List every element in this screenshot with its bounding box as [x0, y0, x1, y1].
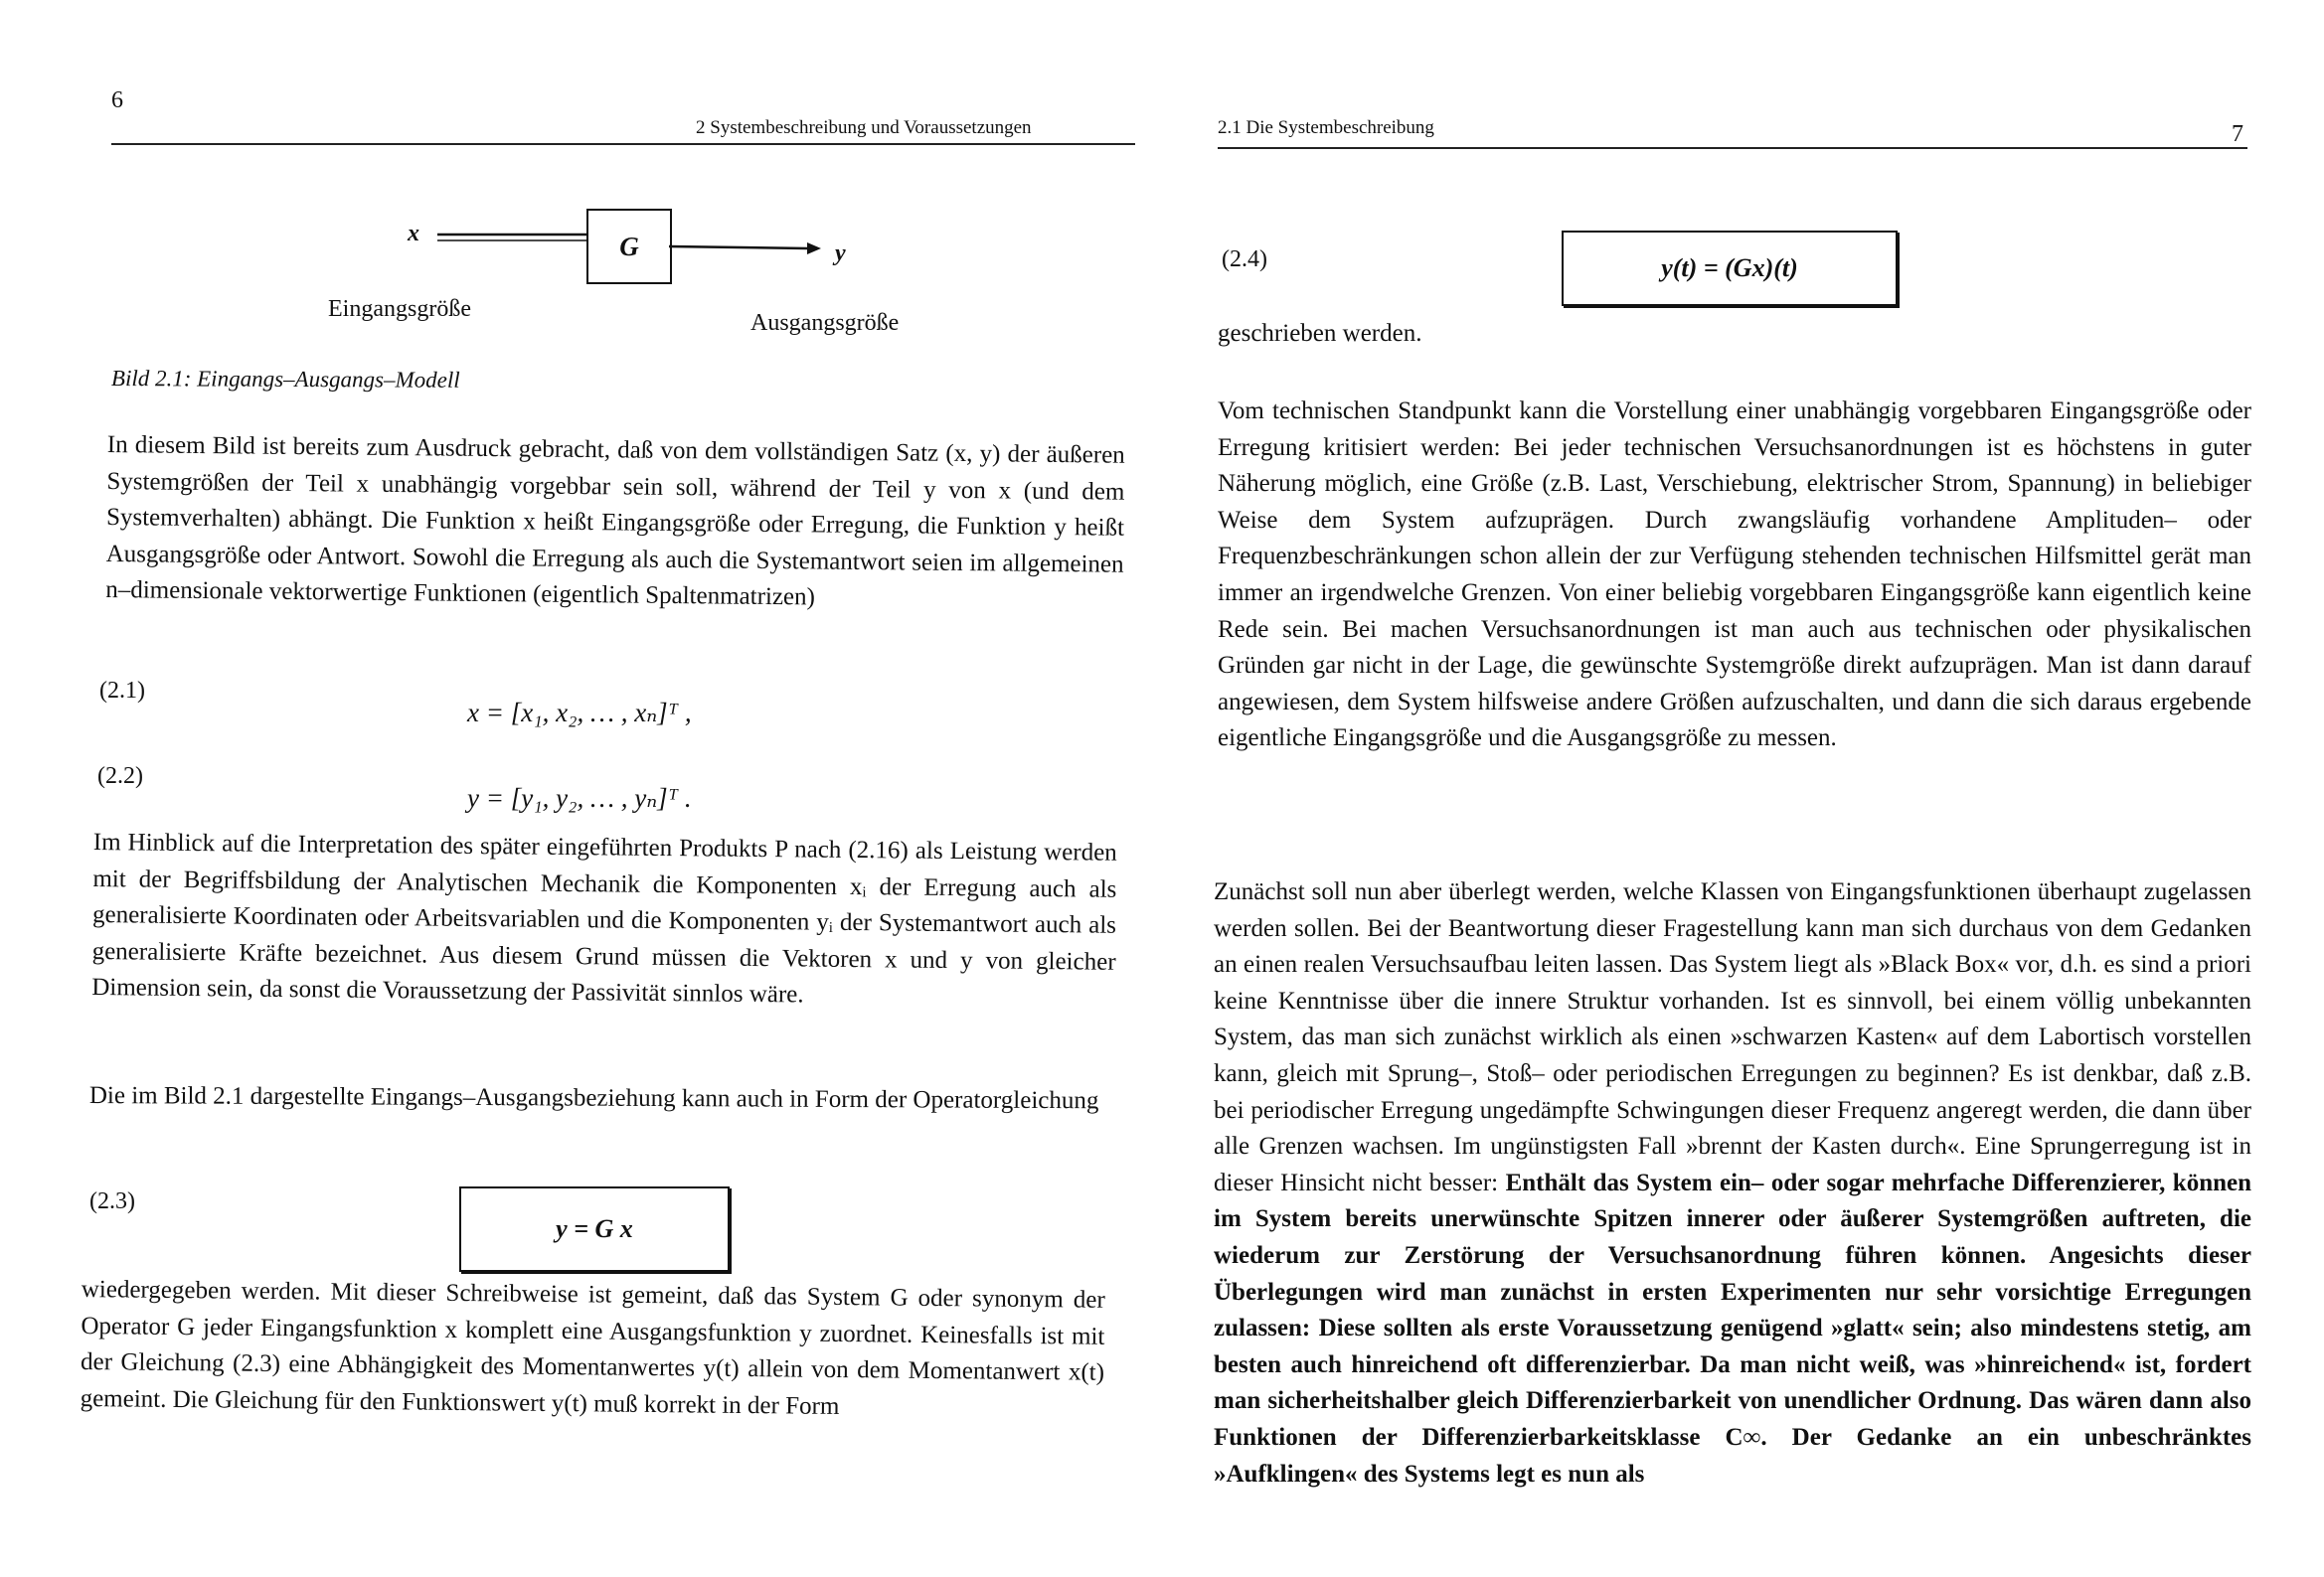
eq-2-1-number: (2.1) [99, 678, 145, 704]
paragraph-1: In diesem Bild ist bereits zum Ausdruck gebracht, daß von dem vollständigen Satz (x, y) der äußeren Systemgrößen der Teil x unabhängig vorgebbar sein soll, während der Teil y von x (und dem Systemverhalten) abhängt. Die Funktion x heißt Eingangsgröße oder Erregung, die Funktion y heißt Ausgangsgröße oder Antwort. Sowohl die Erregung als auch die Systemantwort seien im allgemeinen n–dimensionale vektorwertige Funktionen (eigentlich Spaltenmatrizen) [105, 430, 1125, 611]
paragraph-2: Im Hinblick auf die Interpretation des später eingeführten Produkts P nach (2.16) als Leistung werden mit der Begriffsbildung der Analytischen Mechanik die Komponenten xᵢ der Erregung auch als generalisierte Koordinaten oder Arbeitsvariablen und die Komponenten yᵢ der Systemantwort auch als generalisierte Kräfte bezeichnet. Aus diesem Grund müssen die Vektoren x und y von gleicher Dimension sein, da sonst die Voraussetzung der Passivität sinnlos wäre. [91, 828, 1117, 1009]
paragraph-3: Die im Bild 2.1 dargestellte Eingangs–Ausgangsbeziehung kann auch in Form der Operatorgleichung [88, 1082, 1099, 1115]
system-block-g: G [586, 209, 672, 284]
figure-caption: Bild 2.1: Eingangs–Ausgangs–Modell [110, 366, 460, 393]
eq-2-3-boxed-formula: y = G x [459, 1186, 730, 1272]
eq-2-4-boxed-formula: y(t) = (Gx)(t) [1562, 231, 1898, 306]
eq-2-2-formula: y = [y₁, y₂, … , yₙ]ᵀ . [467, 783, 692, 813]
right-page [1162, 0, 2324, 1577]
figure-output-label: Ausgangsgröße [750, 310, 900, 336]
running-head: 2.1 Die Systembeschreibung [1218, 117, 1434, 138]
paragraph-1: geschrieben werden. [1218, 320, 1422, 347]
paragraph-2: Vom technischen Standpunkt kann die Vorstellung einer unabhängig vorgebbaren Eingangsgröße oder Erregung kritisiert werden: Bei jeder technischen Versuchsanordnungen ist es höchstens in guter Näherung möglich, eine Größe (z.B. Last, Verschiebung, elektrischer Strom, Spannung) in beliebiger Weise dem System aufzuprägen. Durch zwangsläufig vorhandene Amplituden– oder Frequenzbeschränkungen schon allein der zur Verfügung stehenden technischen Hilfsmittel gerät man immer an irgendwelche Grenzen. Von einer beliebig vorgebbaren Eingangsgröße kann eigentlich keine Rede sein. Bei machen Versuchsanordnungen ist man auch aus technischen oder physikalischen Gründen gar nicht in der Lage, die gewünschte Systemgröße direkt aufzuprägen. Man ist dann darauf angewiesen, dem System hilfsweise andere Größen aufzuschalten, und dann die sich daraus ergebende eigentliche Eingangsgröße und die Ausgangsgröße zu messen. [1218, 397, 2251, 752]
page-number: 7 [2232, 121, 2243, 147]
paragraph-3-regular: Zunächst soll nun aber überlegt werden, welche Klassen von Eingangsfunktionen überhaupt zugelassen werden sollen. Bei der Beantwortung dieser Fragestellung kann man sich durchaus von dem Gedanken an einen realen Versuchsaufbau leiten lassen. Das System liegt als »Black Box« vor, d.h. es sind a priori keine Kenntnisse über die innere Struktur vorhanden. Ist es sinnvoll, bei einem völlig unbekannten System, das man sich zunächst wirklich als einen »schwarzen Kasten« auf dem Labortisch vorstellen kann, gleich mit Sprung–, Stoß– oder periodischen Erregungen zu beginnen? Es ist denkbar, daß z.B. bei periodischer Erregung ungedämpfte Schwingungen dieser Frequenz angeregt werden, die dann über alle Grenzen wachsen. Im ungünstigsten Fall »brennt der Kasten durch«. Eine Sprungerregung ist in dieser Hinsicht nicht besser: [1214, 878, 2251, 1196]
figure-lines [0, 0, 1162, 318]
paragraph-3-bold: Enthält das System ein– oder sogar mehrfache Differenzierer, können im System bereits unerwünschte Spitzen innerer oder äußerer Systemgrößen auftreten, die wiederum zur Zerstörung der Versuchsanordnung führen können. Angesichts dieser Überlegungen wird man zunächst in ersten Experimenten nur sehr vorsichtige Erregungen zulassen: Diese sollten als erste Voraussetzung genügend »glatt« sein; also mindestens stetig, am besten auch hinreichend oft differenzierbar. Da man nicht weiß, was »hinreichend« ist, fordert man sicherheitshalber gleich Differenzierbarkeit von unendlicher Ordnung. Das wären dann also Funktionen der Differenzierbarkeitsklasse C∞. Der Gedanke an ein unbeschränktes »Aufklingen« des Systems legt es nun als [1214, 1169, 2251, 1488]
figure-input-label: Eingangsgröße [328, 296, 471, 322]
output-line [669, 246, 807, 248]
output-arrowhead [807, 242, 821, 254]
page-number: 6 [111, 87, 123, 113]
eq-2-4-number: (2.4) [1222, 246, 1267, 272]
header-rule [1218, 147, 2247, 149]
eq-2-2-number: (2.2) [97, 763, 143, 789]
eq-2-1-formula: x = [x₁, x₂, … , xₙ]ᵀ , [467, 698, 692, 727]
running-head: 2 Systembeschreibung und Voraussetzungen [696, 117, 1032, 138]
paragraph-3 [1214, 874, 2251, 1493]
paragraph-4: wiedergegeben werden. Mit dieser Schreibweise ist gemeint, daß das System G oder synonym der Operator G jeder Eingangsfunktion x komplett eine Ausgangsfunktion y zuordnet. Keinesfalls ist mit der Gleichung (2.3) eine Abhängigkeit des Momentanwertes y(t) allein von dem Momentanwert x(t) gemeint. Die Gleichung für den Funktionswert y(t) muß korrekt in der Form [80, 1275, 1105, 1420]
eq-2-3-number: (2.3) [89, 1188, 135, 1214]
figure-input-var: x [408, 221, 419, 246]
figure-output-var: y [835, 240, 846, 266]
